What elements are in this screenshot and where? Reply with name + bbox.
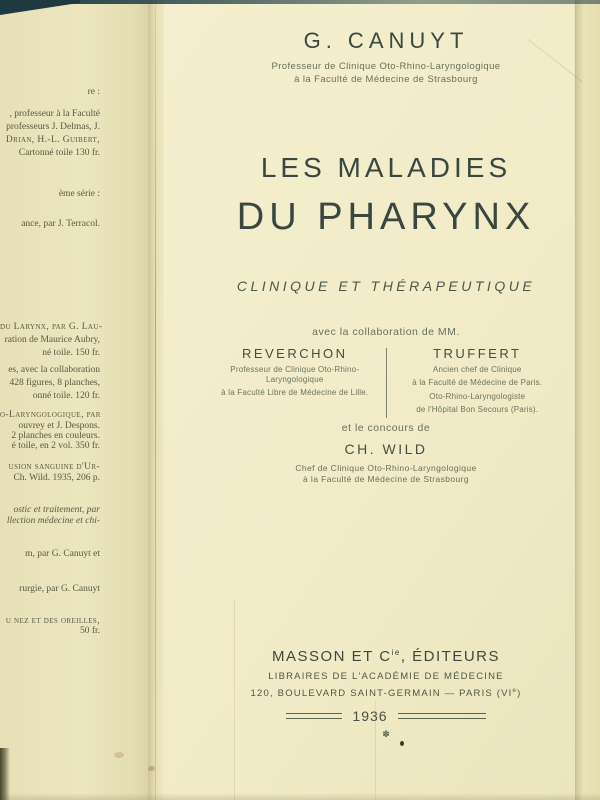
- author-name: G. CANUYT: [303, 28, 469, 53]
- collaborator-truffert: [387, 346, 569, 418]
- concours-detail-2: à la Faculté de Médecine de Strasbourg: [303, 474, 469, 484]
- collaborator-detail: à la Faculté de Médecine de Paris.: [412, 378, 543, 387]
- title-block: [204, 152, 568, 239]
- collaborator-detail: Professeur de Clinique Oto-Rhino-Laryngologique: [230, 365, 360, 384]
- left-page-text-fragment: o-Laryngologique, par: [0, 410, 101, 420]
- left-page-text-fragment: es, avec la collaboration: [8, 365, 100, 375]
- left-page-text-fragment: , professeur à la Faculté: [9, 109, 100, 119]
- publisher-address-tail: ): [517, 688, 522, 700]
- left-page-text-fragment: Cartonné toile 130 fr.: [18, 148, 100, 158]
- left-page-text-fragment: ostic et traitement, par: [13, 505, 100, 515]
- left-page-text-fragment: ance, par J. Terracol.: [21, 219, 100, 229]
- paper-speck: [400, 741, 404, 746]
- collaborator-detail: Ancien chef de Clinique: [432, 365, 522, 374]
- publisher-address: 120, BOULEVARD SAINT-GERMAIN — PARIS (VI: [250, 688, 513, 700]
- crease-mark: [375, 700, 376, 800]
- left-page-text-fragment: ration de Maurice Aubry,: [4, 335, 100, 345]
- collaborator-reverchon: [204, 346, 386, 418]
- book-subtitle: CLINIQUE ET THÉRAPEUTIQUE: [236, 278, 536, 294]
- crease-mark: [234, 600, 235, 800]
- left-page-text-fragment: Drian, H.-L. Guibert,: [5, 135, 100, 145]
- left-page-text-fragment: llection médecine et chi-: [6, 516, 100, 526]
- left-page-text-fragment: onné toile. 120 fr.: [32, 391, 100, 401]
- publisher-name-tail: , ÉDITEURS: [400, 648, 500, 665]
- left-page-text-fragment: du Larynx, par G. Lau-: [0, 322, 103, 332]
- author-block: [204, 28, 568, 86]
- book-title-line-2: DU PHARYNX: [236, 196, 536, 238]
- left-page: [0, 0, 152, 800]
- paper-speck: [114, 752, 124, 758]
- title-page: [164, 0, 574, 800]
- collaboration-intro: avec la collaboration de MM.: [312, 326, 460, 338]
- left-page-text-fragment: ouvrey et J. Despons.: [18, 421, 100, 431]
- concours-name: CH. WILD: [344, 441, 428, 457]
- publisher-name: [204, 648, 568, 665]
- year-rule-left: [286, 713, 342, 719]
- left-page-text-fragment: usion sanguine d'Ur-: [8, 462, 100, 472]
- left-page-text-fragment: Ch. Wild. 1935, 206 p.: [13, 473, 100, 483]
- left-page-text-fragment: m, par G. Canuyt et: [25, 549, 100, 559]
- publication-year: 1936: [352, 708, 388, 725]
- left-page-text-fragment: ème série :: [58, 189, 100, 199]
- publisher-line-2: [204, 688, 568, 699]
- collaborator-detail: de l'Hôpital Bon Secours (Paris).: [416, 405, 539, 414]
- left-page-text-fragment: né toile. 150 fr.: [42, 348, 100, 358]
- cover-corner-bottom-left: [0, 748, 10, 800]
- left-page-text-fragment: 50 fr.: [79, 626, 100, 636]
- paper-speck: [148, 766, 155, 771]
- collaborator-detail: à la Faculté Libre de Médecine de Lille.: [221, 388, 369, 397]
- left-page-text-fragment: u nez et des oreilles,: [5, 616, 100, 626]
- collaborators-columns: [204, 346, 568, 418]
- concours-block: [204, 422, 568, 485]
- collaborator-name: TRUFFERT: [433, 346, 522, 361]
- left-page-text-fragment: é toile, en 2 vol. 350 fr.: [11, 441, 100, 451]
- page-edge-right: [575, 0, 600, 800]
- left-page-text-fragment: re :: [87, 87, 100, 97]
- gutter-crease: [155, 0, 156, 800]
- publisher-line-1: LIBRAIRES DE L'ACADÉMIE DE MÉDECINE: [268, 671, 504, 682]
- publisher-address-sup: e: [512, 688, 518, 694]
- collaborator-detail: Oto-Rhino-Laryngologiste: [429, 392, 526, 401]
- publisher-block: [204, 648, 568, 740]
- year-rule-right: [398, 713, 486, 719]
- year-row: [204, 708, 568, 724]
- left-page-text-fragment: rurgie, par G. Canuyt: [19, 584, 100, 594]
- concours-intro: et le concours de: [341, 422, 431, 434]
- ornament-icon: ✽: [382, 729, 390, 740]
- photo-bottom-shade: [0, 793, 600, 800]
- concours-detail-1: Chef de Clinique Oto-Rhino-Laryngologique: [295, 463, 477, 473]
- left-page-text-fragment: 2 planches en couleurs.: [11, 431, 100, 441]
- publisher-name-sup: ie: [391, 648, 401, 657]
- cover-edge-top: [0, 0, 600, 4]
- left-page-text-fragment: professeurs J. Delmas, J.: [6, 122, 100, 132]
- publisher-name-main: MASSON ET C: [272, 648, 392, 665]
- collaborator-name: REVERCHON: [241, 346, 348, 361]
- author-affiliation-1: Professeur de Clinique Oto-Rhino-Laryngologique: [271, 61, 501, 72]
- book-title-line-1: LES MALADIES: [260, 152, 512, 183]
- author-affiliation-2: à la Faculté de Médecine de Strasbourg: [294, 74, 478, 85]
- left-page-text-fragment: 428 figures, 8 planches,: [9, 378, 100, 388]
